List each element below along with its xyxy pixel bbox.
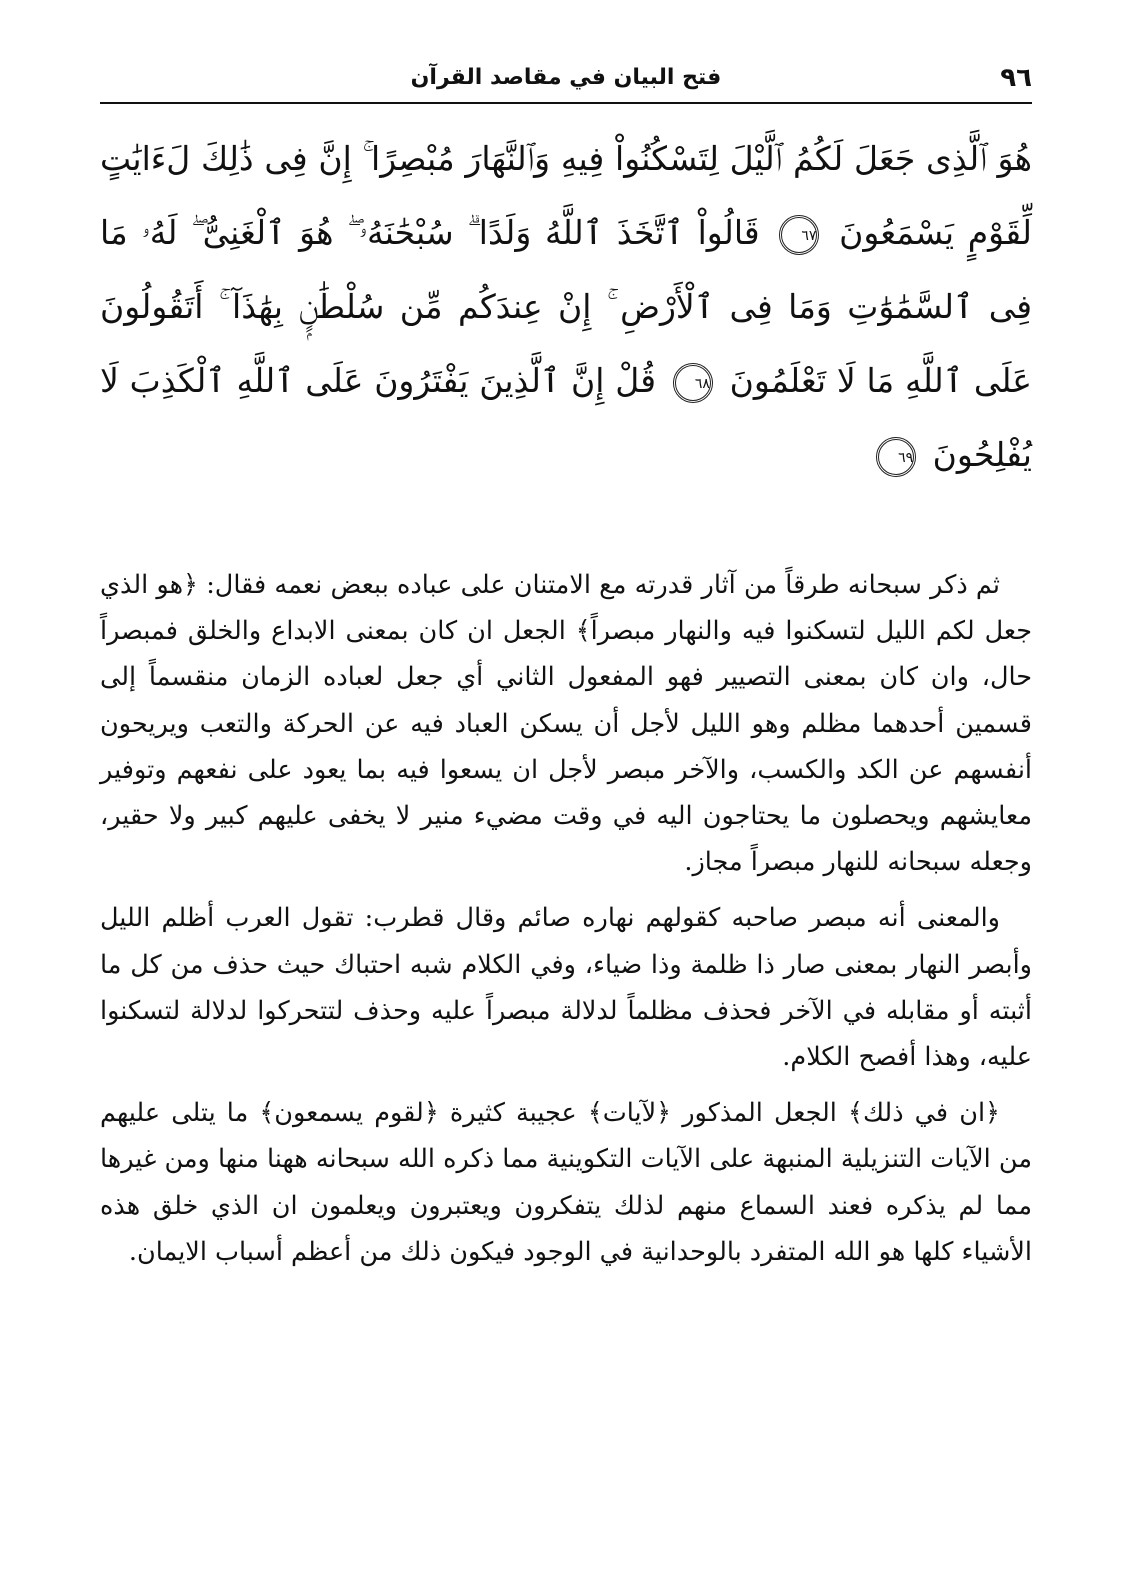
quran-verses (100, 122, 1032, 492)
commentary-paragraph: ﴿ان في ذلك﴾ الجعل المذكور ﴿لآيات﴾ عجيبة كثيرة ﴿لقوم يسمعون﴾ ما يتلى عليهم من الآيات التنزيلية المنبهة على الآيات التكوينية مما ذكره الله سبحانه ههنا منها ومن غيرها مما لم يذكره فعند السماع منهم لذلك يتفكرون ويعتبرون ويعلمون ان الذي خلق هذه الأشياء كلها هو الله المتفرد بالوحدانية في الوجود فيكون ذلك من أعظم أسباب الايمان. (100, 1098, 1032, 1267)
ayah-number-marker: ٦٧ (779, 215, 819, 255)
ayah-number-marker: ٦٨ (673, 363, 713, 403)
commentary-paragraph: والمعنى أنه مبصر صاحبه كقولهم نهاره صائم وقال قطرب: تقول العرب أظلم الليل وأبصر النهار بمعنى صار ذا ظلمة وذا ضياء، وفي الكلام شبه احتباك حيث حذف من كل ما أثبته أو مقابله في الآخر فحذف مظلماً لدلالة مبصراً عليه وحذف لتتحركوا لدلالة لتسكنوا عليه، وهذا أفصح الكلام. (100, 903, 1032, 1073)
page-number: ٩٦ (1000, 63, 1032, 93)
commentary-text (100, 562, 1032, 1285)
quran-verse-68: قَالُواْ ٱتَّخَذَ ٱللَّهُ وَلَدًا ۗ سُبْحَٰنَهُۥ ۖ هُوَ ٱلْغَنِىُّ ۖ لَهُۥ مَا فِى ٱلسَّمَٰوَٰتِ وَمَا فِى ٱلْأَرْضِ ۚ إِنْ عِندَكُم مِّن سُلْطَٰنٍۭ بِهَٰذَآ ۚ أَتَقُولُونَ عَلَى ٱللَّهِ مَا لَا تَعْلَمُونَ (100, 213, 1032, 400)
ayah-number-marker: ٦٩ (876, 437, 916, 477)
running-title: فتح البيان في مقاصد القرآن (410, 65, 722, 90)
commentary-paragraph: ثم ذكر سبحانه طرقاً من آثار قدرته مع الامتنان على عباده ببعض نعمه فقال: ﴿هو الذي جعل لكم الليل لتسكنوا فيه والنهار مبصراً﴾ الجعل ان كان بمعنى الابداع والخلق فمبصراً حال، وان كان بمعنى التصيير فهو المفعول الثاني أي جعل لعباده الزمان منقسماً إلى قسمين أحدهما مظلم وهو الليل لأجل أن يسكن العباد فيه عن الحركة والتعب ويريحون أنفسهم عن الكد والكسب، والآخر مبصر لأجل ان يسعوا فيه بما يعود على نفعهم وتوفير معايشهم ويحصلون ما يحتاجون اليه في وقت مضيء منير لا يخفى عليهم كبير ولا حقير، وجعله سبحانه للنهار مبصراً مجاز. (100, 570, 1032, 878)
quran-verse-69: قُلْ إِنَّ ٱلَّذِينَ يَفْتَرُونَ عَلَى ٱللَّهِ ٱلْكَذِبَ لَا يُفْلِحُونَ (100, 361, 1032, 474)
quran-verse-67: هُوَ ٱلَّذِى جَعَلَ لَكُمُ ٱلَّيْلَ لِتَسْكُنُواْ فِيهِ وَٱلنَّهَارَ مُبْصِرًا ۚ إِنَّ فِى ذَٰلِكَ لَءَايَٰتٍ لِّقَوْمٍ يَسْمَعُونَ (100, 139, 1032, 252)
page-header (100, 58, 1032, 104)
